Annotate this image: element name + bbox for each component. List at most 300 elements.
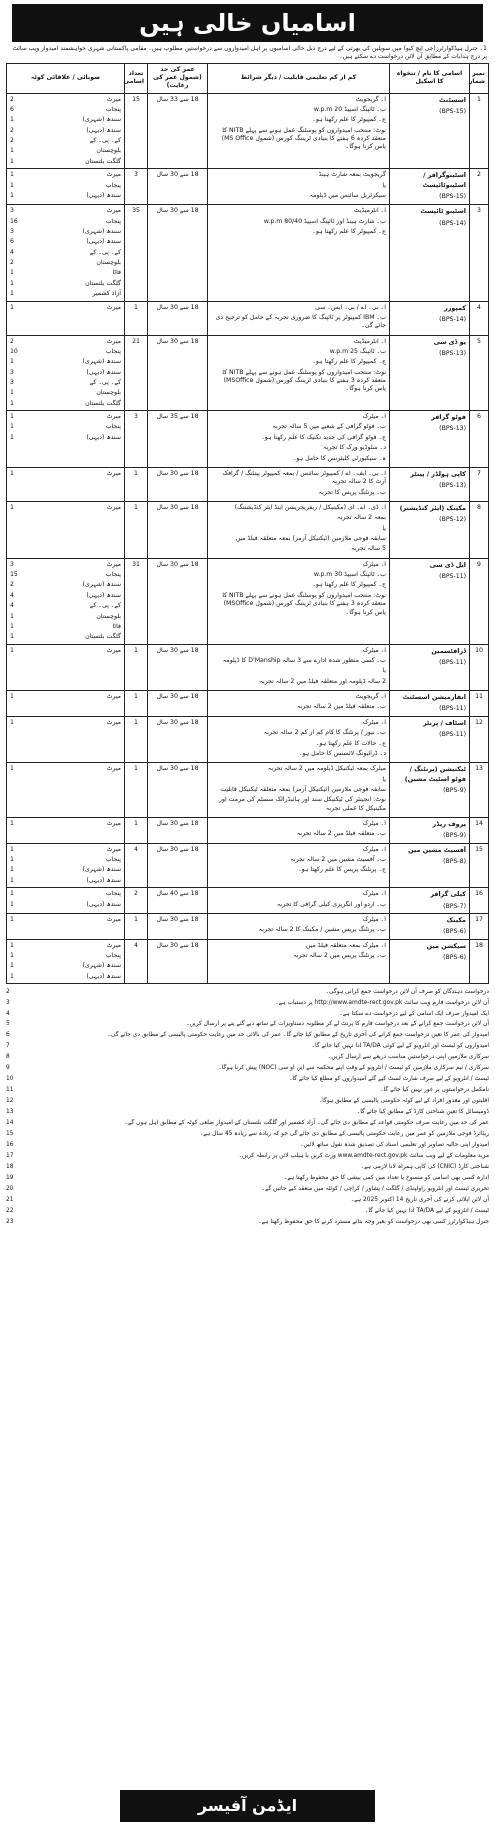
province-entry: [10, 400, 121, 408]
note-text: سرکاری ملازمین اپنی درخواستیں مناسب ذریعے سے ارسال کریں۔: [327, 1054, 489, 1061]
serial-number: 18: [475, 941, 483, 949]
row-serial: [470, 501, 489, 558]
row-province: [7, 301, 125, 335]
row-province: [7, 716, 125, 762]
post-bps: (BPS-13): [439, 349, 466, 357]
table-body: [7, 93, 489, 983]
province-entry: [10, 693, 121, 701]
qualification-line: ج۔ کمپیوٹر کا علم رکھتا ہو۔: [312, 358, 386, 366]
province-name: پنجاب: [105, 347, 121, 355]
serial-number: 10: [475, 646, 483, 654]
province-entry: [10, 973, 121, 981]
province-name: سندھ (دیہی): [86, 191, 121, 199]
province-count: 2: [10, 137, 14, 145]
qualification-line: د۔ سٹوڈیو ورک کا تجربہ: [323, 444, 386, 452]
post-name: ڈرافٹسمین: [431, 646, 466, 655]
qualification-line: ا۔ میٹرک بمعہ متعلقہ فیلڈ میں: [305, 941, 386, 949]
age-limit: 18 سے 30 سال: [156, 915, 199, 923]
row-province: [7, 888, 125, 914]
post-bps: (BPS-14): [439, 315, 466, 323]
age-limit: 18 سے 30 سال: [156, 845, 199, 853]
province-count: 1: [10, 718, 14, 726]
province-count: 3: [10, 227, 14, 235]
row-qualification: [208, 644, 390, 690]
province-entry: [10, 338, 121, 346]
province-entry: [10, 413, 121, 421]
province-name: پنجاب: [105, 181, 121, 189]
province-count: 1: [10, 433, 14, 441]
page-title: اسامیاں خالی ہیں: [139, 8, 356, 37]
province-count: 2: [10, 95, 14, 103]
province-count: 1: [10, 279, 14, 287]
province-count: 1: [10, 633, 14, 641]
qualification-line: گریجویٹ بمعہ شارٹ ہینڈ: [318, 171, 386, 179]
province-name: سندھ (دیہی): [86, 900, 121, 908]
province-entry: [10, 358, 121, 366]
note-item: [6, 1185, 489, 1196]
province-entry: [10, 571, 121, 579]
qualification-line: ب۔ پرنٹنگ پریس میں 2 سالہ تجربہ: [292, 951, 386, 959]
province-count: 1: [10, 303, 14, 311]
province-list: [10, 207, 121, 298]
qualification-line: ا۔ گریجویٹ: [355, 95, 386, 103]
province-count: 1: [10, 389, 14, 397]
note-number: 22: [6, 1207, 14, 1214]
province-entry: [10, 137, 121, 145]
province-name: پنجاب: [105, 951, 121, 959]
province-name: میرٹ: [106, 469, 121, 477]
qualification-line: ب۔ فوٹو گرافی کے شعبے میں 5 سالہ تجربہ: [272, 423, 386, 431]
qualification-line: یا: [382, 667, 386, 675]
row-post: [390, 843, 470, 887]
province-entry: [10, 623, 121, 631]
province-entry: [10, 434, 121, 442]
note-text: شناختی کارڈ (CNIC) کی کاپی ہمراہ لانا لازمی ہے۔: [360, 1164, 489, 1171]
province-entry: [10, 218, 121, 226]
qualification-line: سیکرٹریل سائنس میں ڈپلومہ: [309, 191, 386, 199]
post-name: اسٹاف / پرنٹر: [422, 718, 466, 727]
note-text: امیدوار اپنی حالیہ تصاویر اور تعلیمی اسناد کی تصدیق شدہ نقول ساتھ لائیں۔: [299, 1142, 489, 1149]
note-item: [6, 1174, 489, 1185]
province-entry: [10, 171, 121, 179]
province-entry: [10, 647, 121, 655]
province-count: 2: [10, 126, 14, 134]
serial-number: 12: [475, 718, 483, 726]
province-list: [10, 171, 121, 200]
row-qualification: [208, 501, 390, 558]
province-entry: [10, 952, 121, 960]
note-text: مزید معلومات کے لیے ویب سائٹ www.amdte-rect.gov.pk وزٹ کریں یا ہیلپ لائن پر رابطہ کریں۔: [238, 1153, 489, 1160]
age-limit: 18 سے 30 سال: [156, 693, 199, 701]
row-post: [390, 301, 470, 335]
row-post: [390, 818, 470, 844]
table-row: [7, 411, 489, 468]
province-list: [10, 561, 121, 642]
row-qualification: [208, 843, 390, 887]
serial-number: 16: [475, 890, 483, 898]
qualification-line: ا۔ میٹرک: [362, 646, 386, 654]
province-entry: [10, 846, 121, 854]
vacancy-count: 1: [134, 765, 138, 773]
row-age: [148, 467, 208, 501]
vacancy-count: 1: [134, 469, 138, 477]
province-count: 1: [10, 900, 14, 908]
province-count: 1: [10, 612, 14, 620]
province-count: 1: [10, 423, 14, 431]
row-post: [390, 411, 470, 468]
table-row: [7, 763, 489, 818]
serial-number: 15: [475, 845, 483, 853]
province-entry: [10, 228, 121, 236]
province-name: میرٹ: [106, 503, 121, 511]
vacancy-count: 4: [134, 941, 138, 949]
table-row: [7, 818, 489, 844]
province-name: سندھ (شہری): [82, 581, 121, 589]
note-number: 3: [6, 999, 10, 1006]
province-name: پنجاب: [105, 106, 121, 114]
qualification-line: نوٹ: منتخب امیدواروں کو پوسٹنگ عمل ہونے سے پہلے NITB کا منعقد کردہ 6 ہفتے کا بنیادی ٹریننگ کورس (شمول MS Office) پاس کرنا ہوگا۔: [221, 126, 386, 151]
row-age: [148, 93, 208, 169]
province-count: 6: [10, 106, 14, 114]
note-item: [6, 1075, 489, 1086]
note-item: [6, 998, 489, 1009]
province-count: 1: [10, 962, 14, 970]
age-limit: 18 سے 30 سال: [156, 820, 199, 828]
qualification-line: ب۔ نیوز / پرنٹنگ کا کام کم از کم 2 سالہ تجربہ: [263, 729, 386, 737]
age-limit: 18 سے 30 سال: [156, 560, 199, 568]
note-number: 9: [6, 1065, 10, 1072]
row-serial: [470, 843, 489, 887]
row-qualification: [208, 169, 390, 205]
row-post: [390, 691, 470, 717]
province-name: میرٹ: [106, 95, 121, 103]
table-row: [7, 335, 489, 411]
qualification-line: ب۔ ٹائپنگ اسپیڈ 20 w.p.m: [313, 106, 386, 114]
province-count: 1: [10, 269, 14, 277]
serial-number: 13: [475, 765, 483, 773]
qualification-line: ہ۔ سیکیورٹی کلیئرنس کا حامل ہو۔: [292, 454, 386, 462]
row-serial: [470, 763, 489, 818]
table-row: [7, 939, 489, 983]
qualification-line: د۔ ڈرائیونگ لائسنس کا حامل ہو۔: [298, 749, 386, 757]
province-count: 3: [10, 207, 14, 215]
province-name: گلگت بلتستان: [85, 157, 121, 165]
vacancy-count: 4: [134, 845, 138, 853]
province-name: میرٹ: [106, 693, 121, 701]
qualification-line: ب۔ متعلقہ فیلڈ میں 2 سالہ تجربہ: [296, 830, 386, 838]
vacancy-count: 1: [134, 303, 138, 311]
province-count: 6: [10, 238, 14, 246]
row-age: [148, 558, 208, 644]
province-name: فاٹا: [112, 622, 121, 630]
province-entry: [10, 207, 121, 215]
post-name: پروف ریڈر: [432, 820, 466, 829]
province-count: 1: [10, 856, 14, 864]
row-age: [148, 691, 208, 717]
province-name: سندھ (دیہی): [86, 972, 121, 980]
province-entry: [10, 942, 121, 950]
row-qualification: [208, 411, 390, 468]
province-name: پنجاب: [105, 856, 121, 864]
province-entry: [10, 820, 121, 828]
age-limit: 18 سے 35 سال: [156, 413, 199, 421]
note-item: [6, 1141, 489, 1152]
qualification-line: 2 سالہ ڈپلومہ اور متعلقہ فیلڈ میں 2 سالہ تجربہ: [259, 677, 386, 685]
row-serial: [470, 888, 489, 914]
note-text: سرکاری / نیم سرکاری ملازمین کو ٹیسٹ / انٹرویو کے وقت اپنے محکمہ سے این او سی (NOC) پیش کرنا ہوگا۔: [218, 1065, 489, 1072]
province-name: میرٹ: [106, 941, 121, 949]
province-name: سندھ (دیہی): [86, 368, 121, 376]
qualification-line: یا: [382, 775, 386, 783]
qualification-line: ب۔ IBM کمپیوٹر پر ٹائپنگ کا ضروری تجربہ کے حامل کو ترجیح دی جائے گی۔: [215, 313, 386, 330]
post-bps: (BPS-6): [443, 953, 466, 961]
province-count: 3: [10, 379, 14, 387]
note-text: تحریری ٹیسٹ اور انٹرویو راولپنڈی / گلگت / پشاور / کراچی / کوئٹہ میں منعقد کیے جائیں گے۔: [261, 1186, 489, 1192]
qualification-line: ج۔ کمپیوٹر کا علم رکھتا ہو۔: [312, 227, 386, 235]
province-list: [10, 890, 121, 909]
post-bps: (BPS-12): [439, 516, 466, 524]
province-count: 1: [10, 358, 14, 366]
qualification-line: ا۔ میٹرک: [362, 915, 386, 923]
row-post: [390, 205, 470, 301]
province-entry: [10, 379, 121, 387]
header-serial: نمبر شمار: [470, 63, 489, 93]
row-qualification: [208, 716, 390, 762]
province-count: 1: [10, 765, 14, 773]
province-list: [10, 765, 121, 773]
qualification-line: نوٹ: انجینئر کی ٹیکنیکل سند اور ہائیڈرالک سسٹم کی مرمت اور مکینیکل کا عملی تجربہ: [219, 796, 386, 812]
province-list: [10, 916, 121, 924]
note-number: 8: [6, 1054, 10, 1061]
province-count: 4: [10, 591, 14, 599]
row-age: [148, 644, 208, 690]
qualification-line: ج۔ کمپیوٹر کا علم رکھتا ہو۔: [312, 116, 386, 124]
province-count: 1: [10, 191, 14, 199]
row-count: [125, 335, 148, 411]
row-province: [7, 644, 125, 690]
table-header-row: [7, 63, 489, 93]
serial-number: 8: [477, 503, 481, 511]
note-number: 23: [6, 1218, 14, 1225]
province-count: 1: [10, 646, 14, 654]
province-entry: [10, 389, 121, 397]
qualification-line: سابقہ فوجی ملازمین (ٹیکنیکل آرمز) بمعہ متعلقہ فیلڈ میں: [235, 535, 386, 543]
province-entry: [10, 916, 121, 924]
qualification-line: ا۔ انٹرمیڈیٹ: [353, 207, 386, 215]
row-province: [7, 93, 125, 169]
province-count: 1: [10, 972, 14, 980]
row-province: [7, 939, 125, 983]
note-number: 4: [6, 1010, 10, 1017]
row-province: [7, 913, 125, 939]
row-post: [390, 558, 470, 644]
table-row: [7, 691, 489, 717]
province-list: [10, 413, 121, 442]
note-number: 2: [6, 988, 10, 995]
row-serial: [470, 93, 489, 169]
province-entry: [10, 581, 121, 589]
province-name: فاٹا: [112, 269, 121, 277]
row-serial: [470, 818, 489, 844]
qualification-line: ج۔ حالات کا علم رکھتا ہو۔: [315, 739, 386, 747]
note-number: 19: [6, 1175, 14, 1182]
post-name: مکینک: [446, 915, 466, 924]
qualification-line: ا۔ میٹرک: [362, 845, 386, 853]
vacancy-count: 1: [134, 820, 138, 828]
note-text: آن لائن درخواست فارم ویب سائٹ http://www.amdte-rect.gov.pk پر دستیاب ہے۔: [275, 999, 489, 1006]
qualification-line: ج۔ پرنٹنگ پریس کا علم رکھتا ہو۔: [298, 866, 386, 874]
row-age: [148, 335, 208, 411]
vacancy-count: 3: [134, 171, 138, 179]
province-list: [10, 470, 121, 478]
table-row: [7, 888, 489, 914]
row-count: [125, 467, 148, 501]
province-count: 1: [10, 845, 14, 853]
province-name: میرٹ: [106, 171, 121, 179]
province-entry: [10, 901, 121, 909]
row-age: [148, 716, 208, 762]
qualification-line: ا۔ انٹرمیڈیٹ: [353, 337, 386, 345]
province-entry: [10, 290, 121, 298]
row-qualification: [208, 205, 390, 301]
post-name: ایل ڈی سی: [429, 560, 466, 569]
note-item: [6, 1163, 489, 1174]
province-entry: [10, 890, 121, 898]
post-name: فوٹو گرافر: [431, 413, 466, 422]
note-number: 7: [6, 1043, 10, 1050]
row-serial: [470, 691, 489, 717]
vacancy-count: 3: [134, 413, 138, 421]
serial-number: 4: [477, 303, 481, 311]
note-text: ایک امیدوار صرف ایک اسامی کے لیے درخواست دے سکتا ہے۔: [339, 1010, 489, 1017]
age-limit: 18 سے 30 سال: [156, 207, 199, 215]
note-item: [6, 1086, 489, 1097]
province-entry: [10, 592, 121, 600]
post-bps: (BPS-15): [439, 192, 466, 200]
row-age: [148, 205, 208, 301]
note-text: درخواست دہندگان کو صرف آن لائن درخواست جمع کرانی ہوگی۔: [325, 988, 489, 995]
province-count: 1: [10, 399, 14, 407]
province-name: بلوچستان: [96, 259, 121, 267]
row-post: [390, 913, 470, 939]
row-count: [125, 888, 148, 914]
province-name: آزاد کشمیر: [92, 290, 121, 298]
row-count: [125, 818, 148, 844]
post-bps: (BPS-11): [439, 659, 466, 666]
row-province: [7, 818, 125, 844]
province-count: 16: [10, 217, 18, 225]
row-serial: [470, 205, 489, 301]
province-entry: [10, 561, 121, 569]
province-count: 1: [10, 171, 14, 179]
note-number: 11: [6, 1087, 14, 1094]
note-item: [6, 1130, 489, 1141]
post-bps: (BPS-9): [443, 786, 466, 794]
serial-number: 17: [475, 915, 483, 923]
province-count: 15: [10, 571, 18, 579]
row-post: [390, 716, 470, 762]
row-province: [7, 763, 125, 818]
province-count: 2: [10, 259, 14, 267]
post-bps: (BPS-7): [443, 902, 466, 910]
vacancy-count: 21: [132, 337, 140, 345]
province-count: 1: [10, 469, 14, 477]
row-province: [7, 467, 125, 501]
province-name: گلگت بلتستان: [85, 279, 121, 287]
province-name: پنجاب: [105, 217, 121, 225]
row-post: [390, 335, 470, 411]
age-limit: 18 سے 30 سال: [156, 469, 199, 477]
province-name: سندھ (دیہی): [86, 238, 121, 246]
age-limit: 18 سے 33 سال: [156, 95, 199, 103]
province-name: پنجاب: [105, 890, 121, 898]
table-row: [7, 644, 489, 690]
post-bps: (BPS-11): [439, 573, 466, 581]
row-post: [390, 888, 470, 914]
province-count: 2: [10, 337, 14, 345]
row-qualification: [208, 939, 390, 983]
intro-paragraph: 1۔ جنرل ہیڈکوارٹرز(جی ایچ کیو) میں سویلین کی بھرتی کے لیے درج ذیل خالی اسامیوں پر اہل امیدواروں سے درخواستیں مطلوب ہیں۔ مقامی پاکستانی شہری خواہشمند امیدوار ویب سائٹ پر درج ہدایات کے مطابق آن لائن درخواست دے سکتے ہیں۔: [12, 45, 487, 60]
note-item: [6, 1097, 489, 1108]
province-name: میرٹ: [106, 765, 121, 773]
row-age: [148, 939, 208, 983]
post-name: یو ڈی سی: [433, 337, 466, 346]
post-name: انفارمیشن اسسٹنٹ: [402, 693, 466, 702]
province-name: کے۔ پی۔ کے: [89, 248, 121, 256]
age-limit: 18 سے 30 سال: [156, 941, 199, 949]
note-number: 18: [6, 1164, 14, 1171]
footer-banner: [120, 1790, 375, 1822]
note-item: [6, 1119, 489, 1130]
province-entry: [10, 877, 121, 885]
qualification-line: ا۔ بی۔ ایف۔ اے / کمپیوٹر سائنس / بمعہ کمپیوٹر پینٹنگ / گرافک آرٹ کا 2 سالہ تجربہ: [222, 469, 386, 486]
note-text: امیدوار کی عمر کا تعین درخواست جمع کرانے کی آخری تاریخ کے مطابق کیا جائے گا۔ عمر کی بالائی حد میں رعایت حکومتی پالیسی کے مطابق دی جائے گی۔: [107, 1032, 489, 1039]
row-serial: [470, 644, 489, 690]
province-entry: [10, 470, 121, 478]
qualification-line: یا: [382, 524, 386, 532]
serial-number: 7: [477, 469, 481, 477]
row-province: [7, 205, 125, 301]
province-count: 1: [10, 951, 14, 959]
row-age: [148, 843, 208, 887]
province-list: [10, 942, 121, 981]
province-name: سندھ (شہری): [82, 116, 121, 124]
row-age: [148, 169, 208, 205]
province-name: سندھ (دیہی): [86, 591, 121, 599]
province-name: کے۔ پی۔ کے: [89, 602, 121, 610]
province-name: کے۔ پی۔ کے: [89, 137, 121, 145]
row-serial: [470, 558, 489, 644]
serial-number: 14: [475, 820, 483, 828]
province-name: میرٹ: [106, 646, 121, 654]
note-text: امیدواروں کو ٹیسٹ اور انٹرویو کے لیے کوئی TA/DA ادا نہیں کیا جائے گا۔: [311, 1043, 489, 1050]
province-count: 1: [10, 290, 14, 298]
row-serial: [470, 335, 489, 411]
qualification-line: ب۔ کسی منظور شدہ ادارے سے 3 سالہ D'Manship کا ڈپلومہ: [222, 657, 386, 664]
note-text: جنرل ہیڈکوارٹرز کسی بھی درخواست کو بغیر وجہ بتائے مسترد کرنے کا حق محفوظ رکھتا ہے۔: [258, 1218, 489, 1225]
row-province: [7, 843, 125, 887]
note-number: 13: [6, 1109, 14, 1116]
qualification-line: سابقہ فوجی ملازمین (ٹیکنیکل آرمز) بمعہ متعلقہ ٹیکنیکل قابلیت: [220, 785, 386, 793]
row-post: [390, 644, 470, 690]
province-name: سندھ (شہری): [82, 866, 121, 874]
post-name: اسٹینوگرافر / اسٹینوٹائپسٹ: [422, 171, 466, 189]
table-row: [7, 843, 489, 887]
note-text: آن لائن اپلائی کرنے کی آخری تاریخ 14 اکتوبر 2025 ہے۔: [350, 1196, 489, 1203]
province-list: [10, 719, 121, 727]
province-entry: [10, 192, 121, 200]
province-name: بلوچستان: [96, 389, 121, 397]
